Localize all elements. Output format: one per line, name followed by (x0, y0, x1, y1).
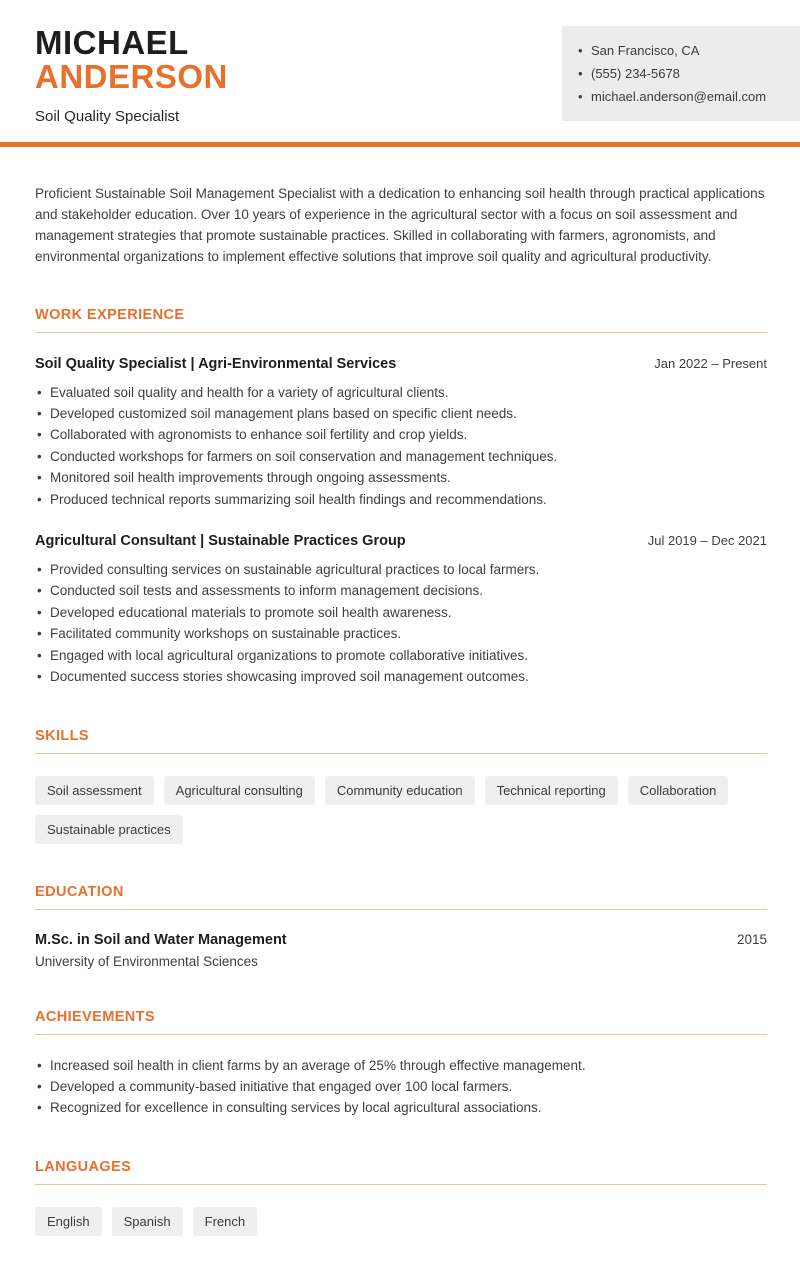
achievement-item: • Increased soil health in client farms by an average of 25% through effective management. (35, 1055, 767, 1076)
education-heading: EDUCATION (35, 884, 767, 910)
job-bullet: • Conducted workshops for farmers on soil conservation and management techniques. (35, 446, 767, 467)
contact-box (562, 26, 800, 121)
candidate-job-title: Soil Quality Specialist (35, 107, 180, 125)
skill-tag: Technical reporting (485, 776, 618, 805)
job-title: Agricultural Consultant | Sustainable Practices Group (35, 533, 406, 550)
job-entry-1 (35, 356, 767, 510)
section-education (35, 884, 767, 969)
skills-tag-list (35, 776, 767, 844)
work-experience-heading: WORK EXPERIENCE (35, 307, 767, 333)
job-dates: Jan 2022 – Present (654, 355, 767, 371)
skill-tag: Community education (325, 776, 475, 805)
degree-title: M.Sc. in Soil and Water Management (35, 931, 287, 948)
language-tag: French (193, 1207, 257, 1236)
language-tag: English (35, 1207, 102, 1236)
job-bullet: • Monitored soil health improvements through ongoing assessments. (35, 467, 767, 488)
name-block (35, 26, 228, 125)
job-bullet: • Documented success stories showcasing improved soil management outcomes. (35, 666, 767, 687)
school-name: University of Environmental Sciences (35, 953, 258, 969)
section-skills (35, 728, 767, 844)
skills-heading: SKILLS (35, 728, 767, 754)
candidate-first-name: MICHAEL (35, 24, 189, 61)
skill-tag: Collaboration (628, 776, 729, 805)
job-bullet-list (35, 559, 767, 687)
resume-content (0, 183, 800, 1282)
contact-email: • michael.anderson@email.com (578, 85, 780, 108)
achievements-heading: ACHIEVEMENTS (35, 1009, 767, 1035)
job-title: Soil Quality Specialist | Agri-Environmental Services (35, 355, 397, 372)
achievement-item: • Recognized for excellence in consulting services by local agricultural associations. (35, 1097, 767, 1118)
summary-text: Proficient Sustainable Soil Management Specialist with a dedication to enhancing soil health through practical applications and stakeholder education. Over 10 years of experience in the agricultural sector with a focus on soil assessment and management strategies that promote sustainable practices. Skilled in collaborating with farmers, agronomists, and environmental organizations to implement effective solutions that improve soil quality and agricultural productivity. (35, 185, 765, 264)
job-bullet: • Evaluated soil quality and health for a variety of agricultural clients. (35, 382, 767, 403)
job-bullet: • Developed customized soil management plans based on specific client needs. (35, 403, 767, 424)
job-header (35, 533, 767, 549)
achievement-item: • Developed a community-based initiative that engaged over 100 local farmers. (35, 1076, 767, 1097)
job-bullet: • Provided consulting services on sustainable agricultural practices to local farmers. (35, 559, 767, 580)
achievements-list (35, 1055, 767, 1119)
job-bullet: • Developed educational materials to promote soil health awareness. (35, 602, 767, 623)
skill-tag: Soil assessment (35, 776, 154, 805)
section-achievements (35, 1009, 767, 1119)
job-bullet-list (35, 382, 767, 510)
accent-divider (0, 142, 800, 147)
languages-heading: LANGUAGES (35, 1159, 767, 1185)
job-bullet: • Produced technical reports summarizing soil health findings and recommendations. (35, 489, 767, 510)
job-entry-2 (35, 533, 767, 687)
education-entry (35, 932, 767, 969)
section-work-experience (35, 307, 767, 688)
job-bullet: • Facilitated community workshops on sustainable practices. (35, 623, 767, 644)
candidate-last-name: ANDERSON (35, 58, 228, 96)
skill-tag: Sustainable practices (35, 815, 183, 844)
resume-header (0, 0, 800, 125)
job-bullet: • Conducted soil tests and assessments to inform management decisions. (35, 580, 767, 601)
candidate-name (35, 26, 228, 95)
job-bullet: • Engaged with local agricultural organizations to promote collaborative initiatives. (35, 645, 767, 666)
language-tag: Spanish (112, 1207, 183, 1236)
job-header (35, 356, 767, 372)
graduation-year: 2015 (736, 931, 767, 947)
job-dates: Jul 2019 – Dec 2021 (647, 533, 767, 549)
contact-phone: • (555) 234-5678 (578, 62, 780, 85)
contact-location: • San Francisco, CA (578, 39, 780, 62)
section-languages (35, 1159, 767, 1236)
education-header (35, 932, 767, 948)
skill-tag: Agricultural consulting (164, 776, 315, 805)
job-bullet: • Collaborated with agronomists to enhance soil fertility and crop yields. (35, 424, 767, 445)
languages-tag-list (35, 1207, 767, 1236)
